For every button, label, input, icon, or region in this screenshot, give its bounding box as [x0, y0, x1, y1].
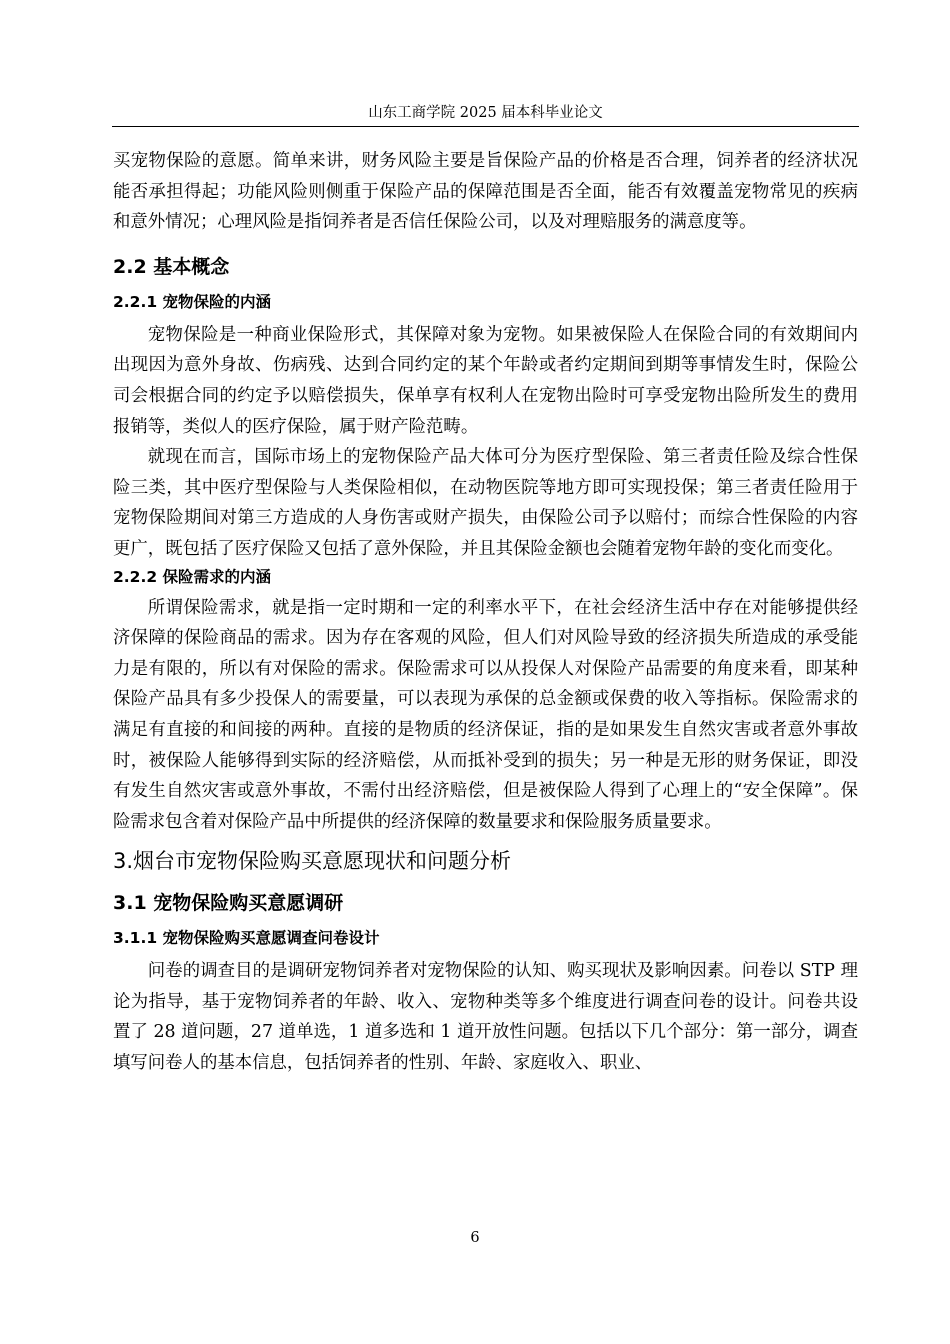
- paragraph-insurance-demand: 所谓保险需求，就是指一定时期和一定的利率水平下，在社会经济生活中存在对能够提供经济保障的保险商品的需求。因为存在客观的风险，但人们对风险导致的经济损失所造成的承受能力是有限的，所以有对保险的需求。保险需求可以从投保人对保险产品需要的角度来看，即某种保险产品具有多少投保人的需要量，可以表现为承保的总金额或保费的收入等指标。保险需求的满足有直接的和间接的两种。直接的是物质的经济保证，指的是如果发生自然灾害或者意外事故时，被保险人能够得到实际的经济赔偿，从而抵补受到的损失；另一种是无形的财务保证，即没有发生自然灾害或意外事故，不需付出经济赔偿，但是被保险人得到了心理上的“安全保障”。保险需求包含着对保险产品中所提供的经济保障的数量要求和保险服务质量要求。: [113, 597, 858, 832]
- paragraph-intro: 买宠物保险的意愿。简单来讲，财务风险主要是旨保险产品的价格是否合理，饲养者的经济状况能否承担得起；功能风险则侧重于保险产品的保障范围是否全面，能否有效覆盖宠物常见的疾病和意外情况；心理风险是指饲养者是否信任保险公司，以及对理赔服务的满意度等。: [113, 151, 858, 233]
- header-divider: [112, 126, 859, 127]
- running-header: 山东工商学院 2025 届本科毕业论文: [368, 105, 603, 121]
- section-heading-3-1: 3.1 宠物保险购买意愿调研: [113, 892, 344, 915]
- chapter-heading-3: 3.烟台市宠物保险购买意愿现状和问题分析: [113, 849, 512, 874]
- subsection-heading-2-2-1: 2.2.1 宠物保险的内涵: [113, 292, 272, 311]
- subsection-heading-3-1-1: 3.1.1 宠物保险购买意愿调查问卷设计: [113, 929, 380, 948]
- body-text: [113, 146, 858, 1079]
- paragraph-questionnaire-design: 问卷的调查目的是调研宠物饲养者对宠物保险的认知、购买现状及影响因素。问卷以 STP 理论为指导，基于宠物饲养者的年龄、收入、宠物种类等多个维度进行调查问卷的设计。问卷共设置了 28 道问题，27 道单选，1 道多选和 1 道开放性问题。包括以下几个部分：第一部分，调查填写问卷人的基本信息，包括饲养者的性别、年龄、家庭收入、职业、: [113, 961, 858, 1074]
- page-number: 6: [470, 1230, 480, 1246]
- paragraph-pet-insurance-definition: 宠物保险是一种商业保险形式，其保障对象为宠物。如果被保险人在保险合同的有效期间内出现因为意外身故、伤病残、达到合同约定的某个年龄或者约定期间到期等事情发生时，保险公司会根据合同的约定予以赔偿损失，保单享有权利人在宠物出险时可享受宠物出险所发生的费用报销等，类似人的医疗保险，属于财产险范畴。: [113, 324, 858, 437]
- paragraph-pet-insurance-types: 就现在而言，国际市场上的宠物保险产品大体可分为医疗型保险、第三者责任险及综合性保险三类，其中医疗型保险与人类保险相似，在动物医院等地方即可实现投保；第三者责任险用于宠物保险期间对第三方造成的人身伤害或财产损失，由保险公司予以赔付；而综合性保险的内容更广，既包括了医疗保险又包括了意外保险，并且其保险金额也会随着宠物年龄的变化而变化。: [113, 447, 858, 559]
- section-heading-2-2: 2.2 基本概念: [113, 255, 230, 278]
- subsection-heading-2-2-2: 2.2.2 保险需求的内涵: [113, 567, 272, 586]
